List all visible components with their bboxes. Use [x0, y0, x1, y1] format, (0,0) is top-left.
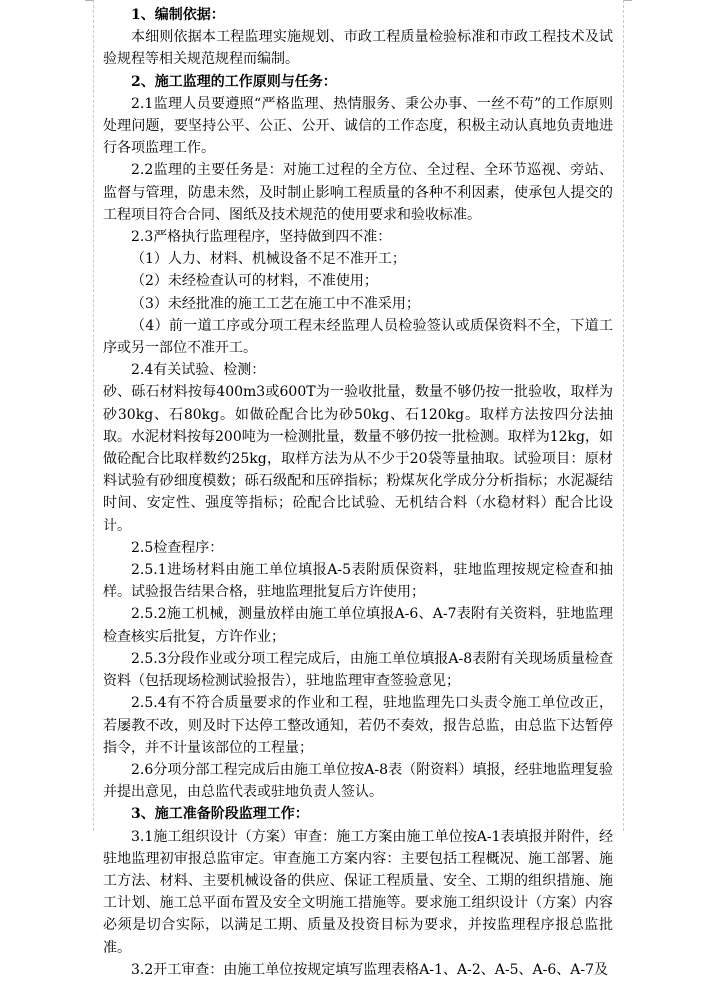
- section-heading: 1、编制依据：: [131, 7, 225, 23]
- paragraph: 本细则依据本工程监理实施规划、市政工程质量检验标准和市政工程技术及试验规程等相关规范规程而编制。: [103, 29, 613, 68]
- paragraph: 砂、砾石材料按每400m3或600T为一验收批量，数量不够仍按一批验收，取样为砂30kg、石80kg。如做砼配合比为砂50kg、石120kg。取样方法按四分法抽取。水泥材料按每200吨为一检测批量，数量不够仍按一批检测。取样为12kg，如做砼配合比取样数约25kg，取样方法为从不少于20袋等量抽取。试验项目：原材料试验有砂细度模数；砾石级配和压碎指标；粉煤灰化学成分分析指标；水泥凝结时间、安定性、强度等指标；砼配合比试验、无机结合料（水稳材料）配合比设计。: [103, 384, 613, 534]
- paragraph: 2.6分项分部工程完成后由施工单位按A-8表（附资料）填报，经驻地监理复验并提出意见，由总监代表或驻地负责人签认。: [103, 761, 613, 801]
- paragraph: 2.2监理的主要任务是：对施工过程的全方位、全过程、全环节巡视、旁站、监督与管理，防患未然，及时制止影响工程质量的各种不利因素，使承包人提交的工程项目符合合同、图纸及技术规范的使用要求和验收标准。: [103, 162, 613, 223]
- paragraph: 3.1施工组织设计（方案）审查：施工方案由施工单位按A-1表填报并附件，经驻地监理初审报总监审定。审查施工方案内容：主要包括工程概况、施工部署、施工方法、材料、主要机械设备的供应、保证工程质量、安全、工期的组织措施、施工计划、施工总平面布置及安全文明施工措施等。要求施工组织设计（方案）内容必须是切合实际，以满足工期、质量及投资目标为要求，并按监理程序报总监批准。: [103, 828, 613, 956]
- paragraph: 2.5.2施工机械，测量放样由施工单位填报A-6、A-7表附有关资料，驻地监理检查核实后批复，方许作业；: [103, 606, 613, 645]
- list-item: （4）前一道工序或分项工程未经监理人员检验签认或质保资料不全，下道工序或另一部位不准开工。: [103, 317, 613, 357]
- paragraph: 2.5.4有不符合质量要求的作业和工程，驻地监理先口头责令施工单位改正，若屡教不改，则及时下达停工整改通知，若仍不奏效，报告总监，由总监下达暂停指令，并不计量该部位的工程量；: [103, 695, 613, 756]
- paragraph: 3.2开工审查：由施工单位按规定填写监理表格A-1、A-2、A-5、A-6、A-7及: [131, 961, 609, 978]
- paragraph: 2.5.1进场材料由施工单位填报A-5表附质保资料，驻地监理按规定检查和抽样。试验报告结果合格，驻地监理批复后方许使用；: [103, 562, 613, 601]
- paragraph: 2.3严格执行监理程序，坚持做到四不准：: [131, 229, 392, 246]
- list-item: （1）人力、材料、机械设备不足不准开工；: [131, 251, 406, 268]
- document-body[interactable]: [103, 4, 613, 981]
- section-heading: 2、施工监理的工作原则与任务：: [131, 73, 337, 90]
- margin-corner-right: [624, 0, 632, 2]
- list-item: （2）未经检查认可的材料，不准使用；: [131, 273, 378, 290]
- paragraph: 2.5.3分段作业或分项工程完成后，由施工单位填报A-8表附有关现场质量检查资料（包括现场检测试验报告），驻地监理审查签验意见；: [103, 650, 613, 690]
- list-item: （3）未经批准的施工工艺在施工中不准采用；: [131, 295, 420, 312]
- right-margin-guide: [623, 0, 625, 831]
- section-heading: 3、施工准备阶段监理工作：: [131, 806, 309, 823]
- margin-corner-left: [85, 0, 93, 2]
- paragraph: 2.5检查程序：: [131, 539, 224, 556]
- left-margin-guide: [93, 0, 95, 831]
- paragraph: 2.4有关试验、检测：: [131, 362, 266, 379]
- paragraph: 2.1监理人员要遵照“严格监理、热情服务、秉公办事、一丝不苟”的工作原则处理问题，要坚持公平、公正、公开、诚信的工作态度，积极主动认真地负责地进行各项监理工作。: [103, 95, 613, 157]
